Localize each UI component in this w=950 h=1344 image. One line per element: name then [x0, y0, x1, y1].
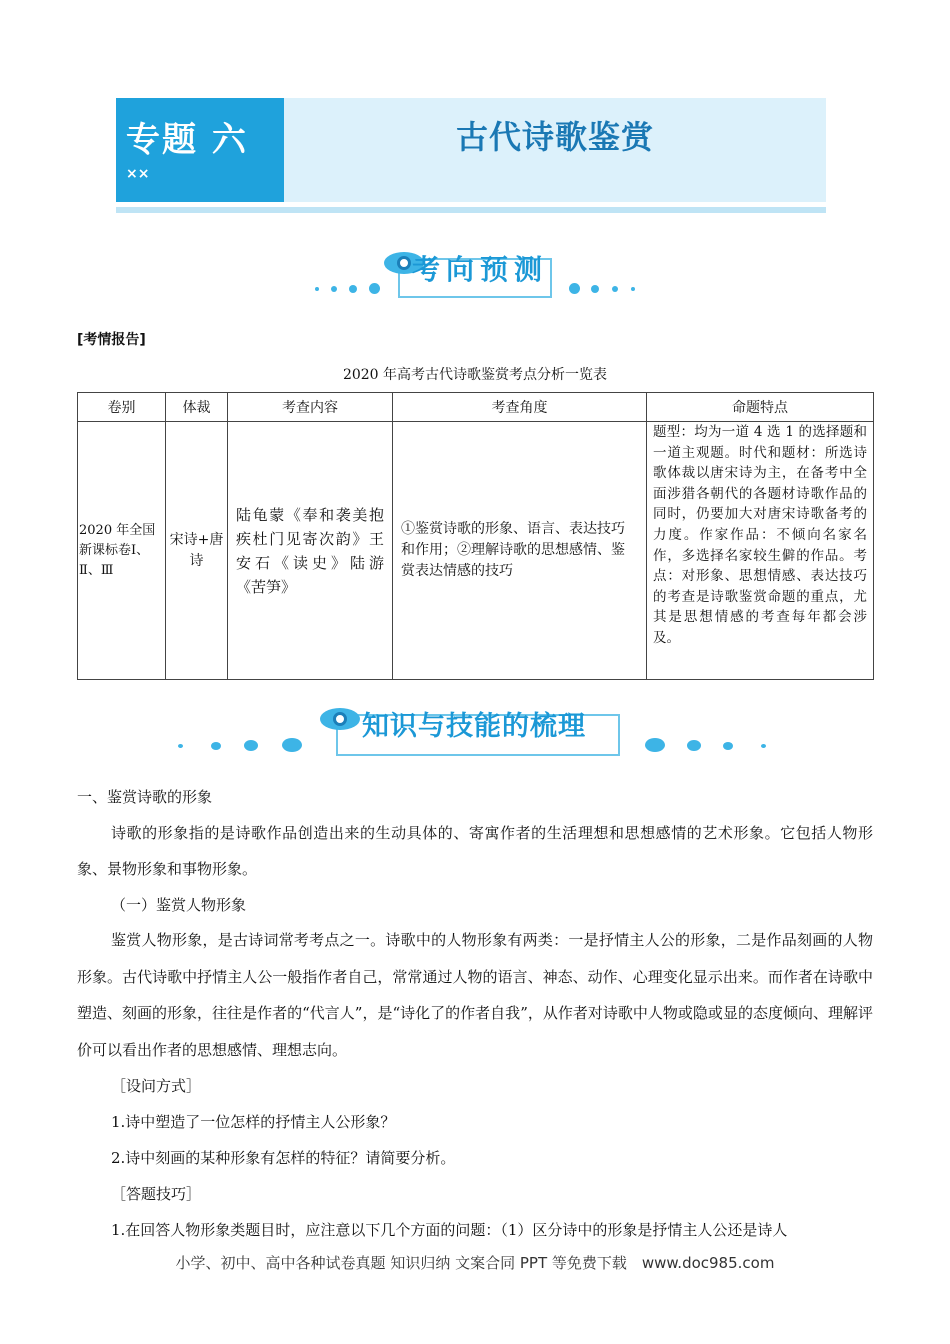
heading-character-image: （一）鉴赏人物形象: [111, 896, 247, 914]
paragraph-character: 鉴赏人物形象，是古诗词常考考点之一。诗歌中的人物形象有两类：一是抒情主人公的形象，二是作品刻画的人物形象。古代诗歌中抒情主人公一般指作者自己，常常通过人物的语言、神态、动作、心理变化显示出来。而作者在诗歌中塑造、刻画的形象，往往是作者的“代言人”，是“诗化了的作者自我”，从作者对诗歌中人物或隐或显的态度倾向、理解评价可以看出作者的思想感情、理想志向。: [77, 931, 873, 1059]
decor-dot: [282, 738, 302, 752]
decor-dot: [331, 286, 337, 292]
decor-dot: [631, 287, 635, 291]
decor-dot: [349, 285, 357, 293]
heading-answer-skills: ［答题技巧］: [111, 1185, 202, 1203]
decor-dot: [612, 286, 618, 292]
section-title: 考向预测: [412, 253, 549, 286]
decor-dot: [761, 744, 766, 748]
decor-dot: [687, 740, 701, 751]
report-label: [考情报告]: [77, 332, 146, 348]
col-header-angle: 考查角度: [393, 393, 647, 422]
header-underline: [116, 207, 826, 213]
topic-label: 专题 六: [126, 120, 248, 160]
topic-decoration: ××: [126, 166, 150, 182]
heading-question-format: ［设问方式］: [111, 1077, 202, 1095]
decor-dot: [645, 738, 665, 752]
heading-image-appreciation: 一、鉴赏诗歌的形象: [77, 788, 213, 806]
decor-dot: [723, 742, 733, 750]
eye-pupil: [333, 712, 347, 726]
section-header-forecast: [300, 242, 650, 302]
cell-paper: 2020 年全国新课标卷Ⅰ、Ⅱ、Ⅲ: [78, 422, 166, 680]
decor-dot: [369, 283, 380, 294]
footer-download-note: 小学、初中、高中各种试卷真题 知识归纳 文案合同 PPT 等免费下载 www.doc985.com: [175, 1254, 775, 1272]
cell-angle: ①鉴赏诗歌的形象、语言、表达技巧和作用；②理解诗歌的思想感情、鉴赏表达情感的技巧: [393, 422, 647, 680]
eye-pupil: [397, 256, 411, 270]
decor-dot: [591, 285, 599, 293]
table-caption: 2020 年高考古代诗歌鉴赏考点分析一览表: [342, 367, 608, 383]
cell-features: 题型：均为一道 4 选 1 的选择题和一道主观题。时代和题材：所选诗歌体裁以唐宋诗为主，在备考中全面涉猎各朝代的各题材诗歌作品的同时，仍要加大对唐宋诗歌备考的力度。作家作品：不倾向名家名作，多选择名家较生僻的作品。考点：对形象、思想情感、表达技巧的考查是诗歌鉴赏命题的重点，尤其是思想情感的考查每年都会涉及。: [647, 422, 874, 680]
technique-1: 1.在回答人物形象类题目时，应注意以下几个方面的问题：（1）区分诗中的形象是抒情主人公还是诗人: [111, 1221, 788, 1239]
col-header-paper: 卷别: [78, 393, 166, 422]
col-header-genre: 体裁: [166, 393, 228, 422]
exam-analysis-table: [77, 392, 874, 680]
page-title: 古代诗歌鉴赏: [455, 118, 654, 156]
section-title: 知识与技能的梳理: [362, 711, 586, 742]
decor-dot: [569, 283, 580, 294]
decor-dot: [315, 287, 319, 291]
decor-dot: [178, 744, 183, 748]
eye-icon: [320, 708, 360, 730]
col-header-features: 命题特点: [647, 393, 874, 422]
cell-content: 陆龟蒙《奉和袭美抱疾杜门见寄次韵》王安石《读史》陆游《苦笋》: [228, 422, 393, 680]
section-header-knowledge: [300, 700, 650, 760]
paragraph-intro: 诗歌的形象指的是诗歌作品创造出来的生动具体的、寄寓作者的生活理想和思想感情的艺术形象。它包括人物形象、景物形象和事物形象。: [77, 824, 873, 878]
table-header-row: [78, 393, 874, 422]
col-header-content: 考查内容: [228, 393, 393, 422]
question-1: 1.诗中塑造了一位怎样的抒情主人公形象？: [111, 1113, 396, 1131]
decor-dot: [244, 740, 258, 751]
question-2: 2.诗中刻画的某种形象有怎样的特征？请简要分析。: [111, 1149, 456, 1167]
table-row: [78, 422, 874, 680]
cell-genre: 宋诗+唐诗: [166, 422, 228, 680]
decor-dot: [211, 742, 221, 750]
